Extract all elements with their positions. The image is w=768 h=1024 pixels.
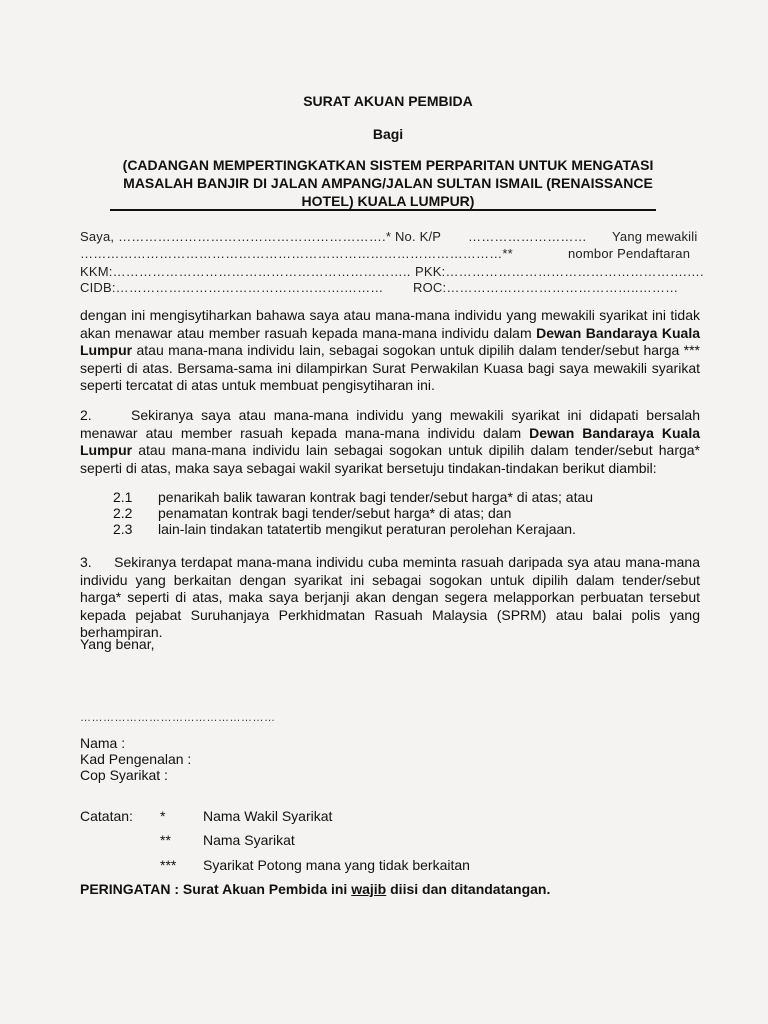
warning-text-a: PERINGATAN : Surat Akuan Pembida ini [80, 881, 352, 897]
form-line-pkk [415, 264, 704, 279]
note-text: Nama Syarikat [203, 832, 295, 848]
action-item [113, 521, 576, 537]
kkm-field[interactable]: ………………………………………………………….. [112, 264, 411, 279]
warning-emphasis: wajib [351, 881, 387, 897]
paragraph-3-number: 3. [80, 554, 92, 570]
form-line-saya [80, 229, 441, 244]
letter-for-label: Bagi [372, 126, 404, 142]
paragraph-2-text-b: atau mana-mana individu lain sebagai sogokan untuk dipilih dalam tender/sebut harga* seperti di atas, maka saya sebagai wakil syarikat bersetuju tindakan-tindakan berikut diambil: [80, 442, 700, 476]
note-symbol: *** [160, 857, 177, 873]
paragraph-2 [80, 407, 700, 477]
company-field[interactable]: ……………………………………………………………………………………** [80, 246, 513, 261]
note-text: Syarikat Potong mana yang tidak berkaitan [203, 857, 470, 873]
form-line-kp [468, 229, 587, 244]
project-title-line-2: MASALAH BANJIR DI JALAN AMPANG/JALAN SULTAN ISMAIL (RENAISSANCE [123, 175, 653, 191]
paragraph-2-number: 2. [80, 407, 92, 423]
paragraph-2-organisation: Dewan Bandaraya Kuala Lumpur [80, 424, 700, 458]
project-title-line-1: (CADANGAN MEMPERTINGKATKAN SISTEM PERPARITAN UNTUK MENGATASI [122, 157, 654, 173]
form-line-roc [413, 280, 678, 295]
paragraph-1-text-a: dengan ini mengisytiharkan bahawa saya atau mana-mana individu yang mewakili syarikat ini tidak akan menawar atau member rasuah kepada mana-mana individu dalam [80, 307, 700, 341]
form-line-kkm [80, 264, 411, 279]
name-label: Nama : [80, 735, 126, 751]
kkm-label: KKM: [80, 264, 113, 279]
pkk-field[interactable]: ……………………………………………….…. [445, 264, 704, 279]
paragraph-2-text-a: Sekiranya saya atau mana-mana individu yang mewakili syarikat ini didapati bersalah menawar atau member rasuah kepada mana-mana individu dalam [80, 407, 701, 441]
paragraph-1-organisation: Dewan Bandaraya Kuala Lumpur [80, 324, 700, 358]
action-item-number: 2.3 [113, 521, 133, 537]
action-item [113, 489, 593, 505]
cidb-label: CIDB: [80, 280, 116, 295]
project-title [80, 156, 696, 210]
action-item-text: penarikah balik tawaran kontrak bagi tender/sebut harga* di atas; atau [158, 489, 594, 505]
declaration-paragraph [80, 307, 700, 395]
company-stamp-label: Cop Syarikat : [80, 767, 168, 783]
representing-label: Yang mewakili [612, 229, 698, 244]
roc-field[interactable]: ……………………………………..……… [446, 280, 679, 295]
notes-label: Catatan: [80, 808, 133, 824]
heading-divider [110, 209, 656, 211]
kp-field[interactable]: ……………………… [468, 229, 587, 244]
ic-label: Kad Pengenalan : [80, 751, 192, 767]
cidb-field[interactable]: …………………………………………….……… [115, 280, 384, 295]
note-symbol: ** [160, 832, 171, 848]
roc-label: ROC: [413, 280, 447, 295]
form-line-cidb [80, 280, 383, 295]
registration-label: nombor Pendaftaran [568, 246, 691, 261]
warning-note [80, 881, 550, 897]
action-item-number: 2.2 [113, 505, 133, 521]
action-item-text: lain-lain tindakan tatatertib mengikut peraturan perolehan Kerajaan. [158, 521, 576, 537]
letter-title: SURAT AKUAN PEMBIDA [303, 93, 473, 109]
action-item-number: 2.1 [113, 489, 133, 505]
pkk-label: PKK: [415, 264, 446, 279]
saya-field[interactable]: …………………………………………………….* No. K/P [118, 229, 442, 244]
closing-salutation: Yang benar, [80, 636, 155, 652]
paragraph-3-text: Sekiranya terdapat mana-mana individu cuba meminta rasuah daripada sya atau mana-mana individu yang berkaitan dengan syarikat ini sebagai sogokan untuk dipilih dalam tender/sebut harga* seperti di atas, maka saya berjanji akan dengan segera melapporkan perbuatan tersebut kepada pejabat Suruhanjaya Perkhidmatan Rasuah Malaysia (SPRM) atau balai polis yang berhampiran. [80, 554, 701, 640]
action-item [113, 505, 511, 521]
saya-label: Saya, [80, 229, 115, 244]
signature-field[interactable]: …………………………………………… [80, 712, 276, 724]
project-title-line-3: HOTEL) KUALA LUMPUR) [301, 193, 475, 209]
paragraph-1-text-b: atau mana-mana individu lain, sebagai sogokan untuk dipilih dalam tender/sebut harga *** seperti di atas. Bersama-sama ini dilampirkan Surat Perwakilan Kuasa bagi saya mewakili syarikat seperti tercatat di atas untuk membuat pengisytiharan ini. [80, 342, 700, 393]
note-symbol: * [160, 808, 166, 824]
warning-text-b: diisi dan ditandatangan. [386, 881, 551, 897]
action-item-text: penamatan kontrak bagi tender/sebut harga* di atas; dan [158, 505, 512, 521]
paragraph-3 [80, 554, 700, 642]
note-text: Nama Wakil Syarikat [203, 808, 333, 824]
